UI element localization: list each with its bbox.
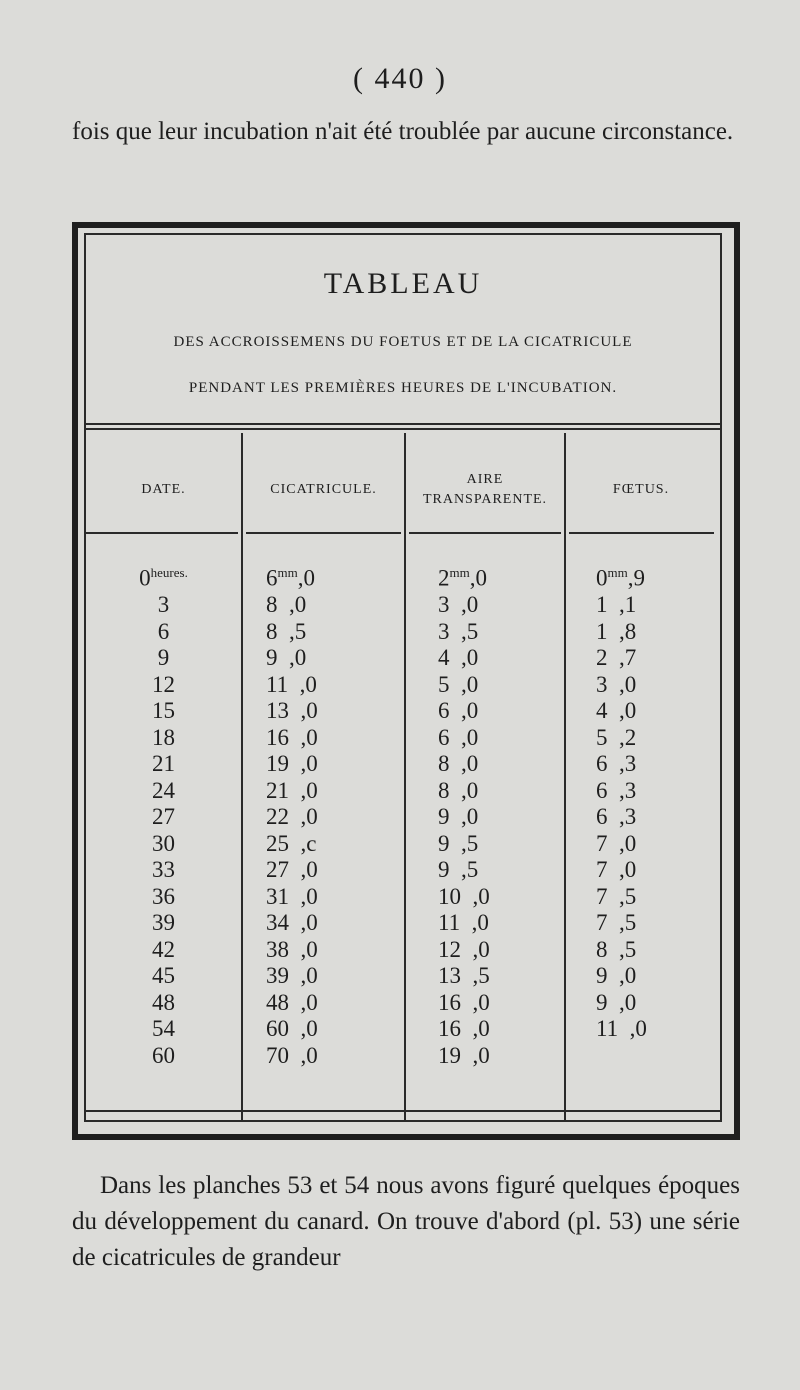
aire-cell — [438, 698, 558, 725]
cic-cell — [266, 698, 396, 725]
aire-decimal: ,5 — [461, 857, 479, 883]
cic-cell — [266, 937, 396, 964]
date-cell — [86, 1043, 241, 1070]
foe-value: 11 — [596, 1016, 619, 1042]
header-foetus — [566, 445, 716, 535]
aire-value: 19 — [438, 1042, 461, 1068]
cic-decimal: ,0 — [300, 883, 318, 909]
foe-cell — [596, 910, 711, 937]
table-title: TABLEAU — [323, 267, 483, 300]
header-rule — [246, 532, 401, 534]
foetus-column — [596, 560, 711, 1120]
aire-decimal: ,0 — [461, 804, 479, 830]
foe-value: 9 — [596, 963, 608, 989]
column-divider — [564, 433, 566, 1120]
header-cicatricule-label: CICATRICULE. — [270, 482, 377, 497]
foe-value: 6 — [596, 804, 608, 830]
aire-cell — [438, 778, 558, 805]
date-value: 60 — [152, 1042, 175, 1068]
foe-cell — [596, 560, 711, 592]
date-value: 45 — [152, 963, 175, 989]
cic-cell — [266, 725, 396, 752]
aire-cell — [438, 884, 558, 911]
header-date — [86, 445, 241, 535]
foe-decimal: ,0 — [619, 857, 637, 883]
closing-paragraph-text: Dans les planches 53 et 54 nous avons figuré quelques époques du développement du canard. On trouve d'abord (pl. 53) une série de cicatricules de grandeur — [72, 1172, 740, 1271]
date-cell — [86, 592, 241, 619]
foe-decimal: ,0 — [619, 963, 637, 989]
date-cell — [86, 645, 241, 672]
foe-cell — [596, 751, 711, 778]
header-foetus-label: FŒTUS. — [612, 482, 670, 497]
aire-decimal: ,0 — [461, 751, 479, 777]
cic-value: 25 — [266, 830, 289, 856]
foe-decimal: ,3 — [619, 804, 637, 830]
aire-cell — [438, 1043, 558, 1070]
foe-decimal: ,0 — [619, 989, 637, 1015]
cic-decimal: ,0 — [299, 671, 317, 697]
aire-cell — [438, 751, 558, 778]
foe-cell — [596, 990, 711, 1017]
date-value: 48 — [152, 989, 175, 1015]
foe-decimal: ,8 — [619, 618, 637, 644]
cic-cell — [266, 645, 396, 672]
foe-cell — [596, 1016, 711, 1043]
foe-value: 9 — [596, 989, 608, 1015]
aire-decimal: ,0 — [472, 883, 490, 909]
foe-cell — [596, 884, 711, 911]
cic-decimal: ,0 — [300, 751, 318, 777]
cic-decimal: ,0 — [297, 565, 315, 591]
foe-value: 8 — [596, 936, 608, 962]
foe-value: 7 — [596, 830, 608, 856]
date-cell — [86, 831, 241, 858]
header-date-label: DATE. — [141, 482, 186, 497]
header-rule — [569, 532, 714, 534]
table-bottom-rule — [86, 1110, 720, 1112]
date-column — [86, 560, 241, 1120]
cic-value: 8 — [266, 618, 278, 644]
date-cell — [86, 804, 241, 831]
cic-value: 27 — [266, 857, 289, 883]
cic-cell — [266, 560, 396, 592]
foe-cell — [596, 937, 711, 964]
cic-value: 38 — [266, 936, 289, 962]
foe-value: 5 — [596, 724, 608, 750]
aire-cell — [438, 857, 558, 884]
foe-value: 0 — [596, 565, 608, 591]
aire-decimal: ,0 — [461, 777, 479, 803]
cic-cell — [266, 592, 396, 619]
aire-decimal: ,0 — [461, 671, 479, 697]
cic-value: 13 — [266, 698, 289, 724]
aire-value: 9 — [438, 830, 450, 856]
foe-value: 7 — [596, 857, 608, 883]
cic-cell — [266, 884, 396, 911]
cic-decimal: ,0 — [300, 698, 318, 724]
aire-cell — [438, 804, 558, 831]
cic-cell — [266, 804, 396, 831]
date-value: 30 — [152, 830, 175, 856]
page-number: ( 440 ) — [353, 62, 447, 95]
aire-value: 6 — [438, 724, 450, 750]
aire-cell — [438, 990, 558, 1017]
aire-cell — [438, 963, 558, 990]
cic-cell — [266, 1016, 396, 1043]
aire-cell — [438, 910, 558, 937]
date-cell — [86, 672, 241, 699]
foe-decimal: ,5 — [619, 936, 637, 962]
foe-cell — [596, 725, 711, 752]
foe-cell — [596, 645, 711, 672]
mm-unit: mm — [607, 565, 628, 580]
cic-decimal: ,0 — [300, 777, 318, 803]
aire-value: 10 — [438, 883, 461, 909]
cic-value: 48 — [266, 989, 289, 1015]
aire-value: 13 — [438, 963, 461, 989]
aire-value: 5 — [438, 671, 450, 697]
cic-decimal: ,0 — [300, 724, 318, 750]
foe-cell — [596, 963, 711, 990]
aire-decimal: ,0 — [461, 592, 479, 618]
aire-cell — [438, 560, 558, 592]
mm-unit: mm — [277, 565, 298, 580]
date-value: 21 — [152, 751, 175, 777]
foe-value: 4 — [596, 698, 608, 724]
aire-cell — [438, 937, 558, 964]
cic-decimal: ,0 — [289, 645, 307, 671]
foe-decimal: ,0 — [619, 830, 637, 856]
cic-value: 16 — [266, 724, 289, 750]
cic-cell — [266, 778, 396, 805]
foe-decimal: ,2 — [619, 724, 637, 750]
cic-cell — [266, 831, 396, 858]
intro-paragraph: fois que leur incubation n'ait été troublée par aucune circonstance. — [72, 118, 734, 145]
date-cell — [86, 910, 241, 937]
date-cell — [86, 937, 241, 964]
cic-value: 19 — [266, 751, 289, 777]
aire-cell — [438, 619, 558, 646]
aire-cell — [438, 592, 558, 619]
date-cell — [86, 725, 241, 752]
date-cell — [86, 778, 241, 805]
cic-cell — [266, 990, 396, 1017]
cic-decimal: ,0 — [289, 592, 307, 618]
aire-decimal: ,0 — [472, 1016, 490, 1042]
aire-cell — [438, 672, 558, 699]
cic-decimal: ,0 — [300, 1016, 318, 1042]
header-rule — [409, 532, 561, 534]
cic-decimal: ,0 — [300, 910, 318, 936]
header-cicatricule — [243, 445, 404, 535]
cic-cell — [266, 672, 396, 699]
date-value: 0 — [139, 565, 151, 591]
table-subtitle-line2: PENDANT LES PREMIÈRES HEURES DE L'INCUBATION. — [188, 380, 618, 396]
table-subtitle-line1: DES ACCROISSEMENS DU FOETUS ET DE LA CICATRICULE — [173, 334, 633, 350]
date-value: 33 — [152, 857, 175, 883]
aire-value: 16 — [438, 989, 461, 1015]
aire-decimal: ,5 — [461, 618, 479, 644]
aire-decimal: ,5 — [472, 963, 490, 989]
aire-cell — [438, 1016, 558, 1043]
header-aire-line1: AIRE — [466, 472, 504, 487]
foe-cell — [596, 778, 711, 805]
foe-decimal: ,0 — [619, 698, 637, 724]
aire-value: 16 — [438, 1016, 461, 1042]
aire-value: 4 — [438, 645, 450, 671]
table-inner-border — [84, 233, 722, 1122]
foe-value: 7 — [596, 910, 608, 936]
date-value: 3 — [157, 592, 170, 618]
date-value: 9 — [157, 645, 170, 671]
foe-decimal: ,9 — [627, 565, 645, 591]
cic-value: 39 — [266, 963, 289, 989]
aire-value: 11 — [438, 910, 461, 936]
cic-decimal: ,0 — [300, 804, 318, 830]
aire-decimal: ,5 — [461, 830, 479, 856]
column-divider — [404, 433, 406, 1120]
cic-decimal: ,0 — [300, 857, 318, 883]
date-cell — [86, 963, 241, 990]
cic-decimal: ,0 — [300, 936, 318, 962]
aire-decimal: ,0 — [461, 724, 479, 750]
date-value: 6 — [157, 618, 170, 644]
foe-cell — [596, 619, 711, 646]
cic-value: 21 — [266, 777, 289, 803]
cic-cell — [266, 857, 396, 884]
date-value: 36 — [152, 883, 175, 909]
cic-value: 31 — [266, 883, 289, 909]
aire-decimal: ,0 — [471, 910, 489, 936]
cic-cell — [266, 751, 396, 778]
cic-cell — [266, 1043, 396, 1070]
cic-decimal: ,0 — [300, 963, 318, 989]
foe-decimal: ,5 — [619, 910, 637, 936]
date-cell — [86, 560, 241, 592]
date-cell — [86, 698, 241, 725]
date-value: 27 — [152, 804, 175, 830]
date-cell — [86, 857, 241, 884]
cic-value: 60 — [266, 1016, 289, 1042]
date-value: 54 — [152, 1016, 175, 1042]
aire-value: 8 — [438, 777, 450, 803]
date-value: 18 — [152, 724, 175, 750]
aire-decimal: ,0 — [472, 989, 490, 1015]
aire-decimal: ,0 — [472, 1042, 490, 1068]
aire-value: 9 — [438, 804, 450, 830]
cic-value: 9 — [266, 645, 278, 671]
cic-decimal: ,0 — [300, 989, 318, 1015]
foe-cell — [596, 672, 711, 699]
date-cell — [86, 1016, 241, 1043]
cic-cell — [266, 619, 396, 646]
foe-value: 1 — [596, 592, 608, 618]
cic-decimal: ,c — [300, 830, 317, 856]
cic-value: 70 — [266, 1042, 289, 1068]
hours-unit: heures. — [150, 565, 188, 580]
foe-decimal: ,0 — [619, 671, 637, 697]
title-divider — [86, 423, 720, 430]
header-aire-line2: TRANSPARENTE. — [422, 492, 548, 507]
aire-decimal: ,0 — [461, 645, 479, 671]
date-value: 12 — [152, 671, 175, 697]
cic-decimal: ,5 — [289, 618, 307, 644]
cic-value: 11 — [266, 671, 289, 697]
foe-value: 1 — [596, 618, 608, 644]
aire-decimal: ,0 — [472, 936, 490, 962]
aire-cell — [438, 645, 558, 672]
column-divider — [241, 433, 243, 1120]
cic-value: 6 — [266, 565, 278, 591]
aire-value: 3 — [438, 618, 450, 644]
cic-cell — [266, 963, 396, 990]
aire-cell — [438, 831, 558, 858]
foe-decimal: ,0 — [629, 1016, 647, 1042]
cic-value: 34 — [266, 910, 289, 936]
header-aire-transparente — [406, 445, 564, 535]
foe-decimal: ,3 — [619, 777, 637, 803]
aire-value: 2 — [438, 565, 450, 591]
date-cell — [86, 619, 241, 646]
date-value: 15 — [152, 698, 175, 724]
aire-cell — [438, 725, 558, 752]
date-cell — [86, 884, 241, 911]
table-frame — [72, 222, 740, 1140]
aire-value: 9 — [438, 857, 450, 883]
foe-cell — [596, 698, 711, 725]
cic-value: 8 — [266, 592, 278, 618]
aire-value: 6 — [438, 698, 450, 724]
date-cell — [86, 990, 241, 1017]
foe-value: 6 — [596, 751, 608, 777]
foe-value: 3 — [596, 671, 608, 697]
date-cell — [86, 751, 241, 778]
foe-decimal: ,1 — [619, 592, 637, 618]
cic-value: 22 — [266, 804, 289, 830]
foe-value: 7 — [596, 883, 608, 909]
header-rule — [86, 532, 238, 534]
aire-decimal: ,0 — [461, 698, 479, 724]
date-value: 42 — [152, 936, 175, 962]
foe-cell — [596, 857, 711, 884]
foe-value: 6 — [596, 777, 608, 803]
date-value: 24 — [152, 777, 175, 803]
closing-paragraph — [72, 1168, 740, 1276]
foe-cell — [596, 592, 711, 619]
cic-cell — [266, 910, 396, 937]
aire-value: 8 — [438, 751, 450, 777]
foe-decimal: ,3 — [619, 751, 637, 777]
foe-decimal: ,7 — [619, 645, 637, 671]
foe-cell — [596, 804, 711, 831]
aire-value: 12 — [438, 936, 461, 962]
foe-cell — [596, 831, 711, 858]
mm-unit: mm — [449, 565, 470, 580]
foe-value: 2 — [596, 645, 608, 671]
date-value: 39 — [152, 910, 175, 936]
foe-decimal: ,5 — [619, 883, 637, 909]
aire-value: 3 — [438, 592, 450, 618]
aire-decimal: ,0 — [469, 565, 487, 591]
cicatricule-column — [266, 560, 396, 1120]
aire-column — [438, 560, 558, 1120]
cic-decimal: ,0 — [300, 1042, 318, 1068]
